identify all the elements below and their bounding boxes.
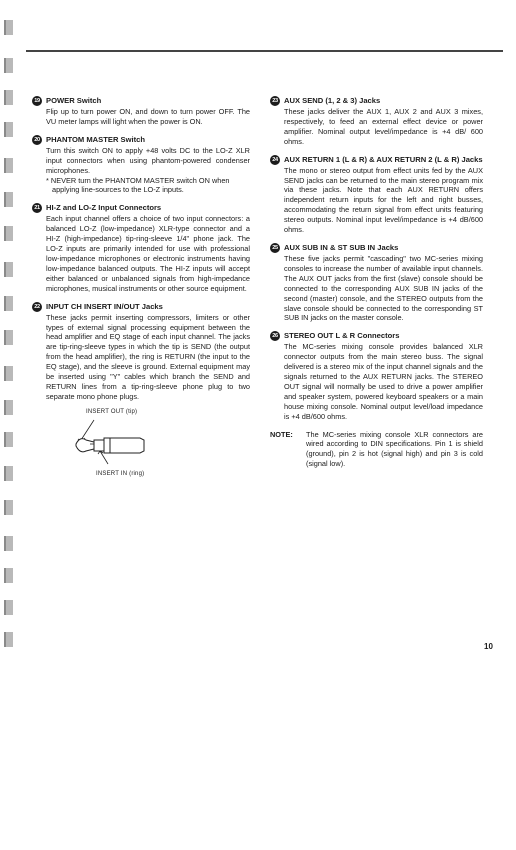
section-title: AUX SEND (1, 2 & 3) Jacks (284, 96, 381, 105)
binding-tab (4, 226, 13, 241)
section-number-badge: 22 (32, 302, 42, 312)
section-body: The mono or stereo output from effect units fed by the AUX SEND jacks can be returned to the main stereo program mix via these jacks. Note that each AUX RETURN offers independent return inputs for the left and right busses, accommodating the return signal from effect units featuring stereo outputs. Nominal input level/impedance is +4 dB/600 ohms. (284, 165, 483, 235)
section-title: HI-Z and LO-Z Input Connectors (46, 203, 162, 213)
warning-bullet: * NEVER turn the PHANTOM MASTER switch ON when applying line-sources to the LO-Z inputs. (46, 175, 230, 195)
binding-tab (4, 58, 13, 73)
left-column (32, 96, 250, 492)
section-title: STEREO OUT L & R Connectors (284, 331, 400, 341)
note-text: The MC-series mixing console XLR connectors are wired according to DIN specifications. Pin 1 is shield (ground), pin 2 is hot (signal high) and pin 3 is cold (signal low). (306, 429, 483, 469)
section-body: These jacks permit inserting compressors, limiters or other types of external signal processing equipment between the head amplifier and EQ stage of each input channel. The jacks are tip-ring-sleeve types in which the tip is SEND (the output from the head amplifier), the ring is RETURN (the input to the EQ stage), and the sleeve is ground. External equipment may be inserted using "Y" cables which branch the SEND and RETURN lines from a tip-ring-sleeve phone plug to two separate mono phone plugs. (46, 312, 250, 401)
section-power-switch (32, 96, 250, 127)
binding-tab (4, 500, 13, 515)
section-title: AUX RETURN 1 (L & R) & AUX RETURN 2 (L & R) Jacks (284, 154, 483, 164)
binding-tab (4, 536, 13, 551)
section-number-badge: 19 (32, 96, 42, 106)
section-title: AUX SUB IN & ST SUB IN Jacks (284, 242, 399, 252)
section-body: Turn this switch ON to apply +48 volts DC to the LO-Z XLR input connectors when using phantom-powered condenser microphones. (46, 145, 250, 175)
binding-tab (4, 632, 13, 647)
section-body: The MC-series mixing console provides balanced XLR connector outputs from the main stereo buss. The signal delivered is a stereo mix of the input channel signals and the signals returned to the AUX RETURN jacks. The STEREO OUT signal will normally be used to drive a power amplifier and speaker system, powered keyboard speakers or a main house mixing console. Nominal output level/load impedance is +4 dB/600 ohms. (284, 342, 483, 421)
section-aux-return (270, 155, 483, 235)
binding-tab (4, 400, 13, 415)
section-number-badge: 26 (270, 331, 280, 341)
section-body: Each input channel offers a choice of two input connectors: a balanced LO-Z (low-impedance) XLR-type connector and a HI-Z (high-impedance) tip-ring-sleeve 1/4" phone jack. The LO-Z inputs are primarily intended for use with professional low-impedance microphones or electronic instruments having low-impedance balanced outputs. The HI-Z inputs will accept either balanced or unbalanced signals from high-impedance microphones, musical instruments or other source equipment. (46, 214, 250, 293)
section-body: Flip up to turn power ON, and down to turn power OFF. The VU meter lamps will light when the power is ON. (46, 107, 250, 126)
binding-tab (4, 158, 13, 173)
section-heading (32, 96, 250, 106)
binding-tab (4, 466, 13, 481)
section-phantom-master (32, 135, 250, 196)
section-insert-jacks (32, 302, 250, 484)
section-heading (270, 155, 483, 165)
section-heading (32, 203, 250, 213)
phone-plug-illustration (70, 416, 180, 468)
binding-tab (4, 366, 13, 381)
section-title: INPUT CH INSERT IN/OUT Jacks (46, 301, 163, 311)
note-label: NOTE: (270, 429, 293, 439)
binding-tab (4, 122, 13, 137)
din-note (270, 430, 483, 470)
binding-tab (4, 90, 13, 105)
section-aux-send (270, 96, 483, 147)
binding-tab (4, 330, 13, 345)
section-title: POWER Switch (46, 96, 102, 105)
binding-tab (4, 20, 13, 35)
section-aux-sub-in (270, 243, 483, 323)
diagram-label-tip: INSERT OUT (tip) (86, 408, 138, 415)
binding-tabs (0, 0, 22, 660)
section-number-badge: 21 (32, 203, 42, 213)
section-body: These five jacks permit "cascading" two MC-series mixing consoles to increase the number of available input channels. The AUX OUT jacks from the first (slave) console should be connected to the corresponding AUX SUB IN jacks of the second (master) console, and the STEREO outputs from the slave console should be connected to the corresponding ST SUB IN jacks on the master console. (284, 253, 483, 323)
section-heading (270, 243, 483, 253)
section-title: PHANTOM MASTER Switch (46, 134, 146, 144)
section-hiz-loz-connectors (32, 203, 250, 293)
section-stereo-out (270, 331, 483, 421)
section-heading (32, 302, 250, 312)
page-number: 10 (484, 642, 493, 651)
header-rule (26, 50, 503, 52)
phone-plug-diagram (32, 408, 250, 484)
section-body: These jacks deliver the AUX 1, AUX 2 and AUX 3 mixes, respectively, to feed an external effect device or power amplifier. Nominal output level/impedance is +4 dB/ 600 ohms. (284, 107, 483, 146)
binding-tab (4, 262, 13, 277)
section-heading (270, 96, 483, 106)
diagram-label-ring: INSERT IN (ring) (96, 470, 145, 477)
section-number-badge: 25 (270, 243, 280, 253)
binding-tab (4, 296, 13, 311)
binding-tab (4, 432, 13, 447)
section-heading (32, 135, 250, 145)
right-column (270, 96, 483, 469)
binding-tab (4, 600, 13, 615)
section-number-badge: 20 (32, 135, 42, 145)
binding-tab (4, 568, 13, 583)
binding-tab (4, 192, 13, 207)
section-number-badge: 23 (270, 96, 280, 106)
section-number-badge: 24 (270, 155, 280, 165)
section-heading (270, 331, 483, 341)
